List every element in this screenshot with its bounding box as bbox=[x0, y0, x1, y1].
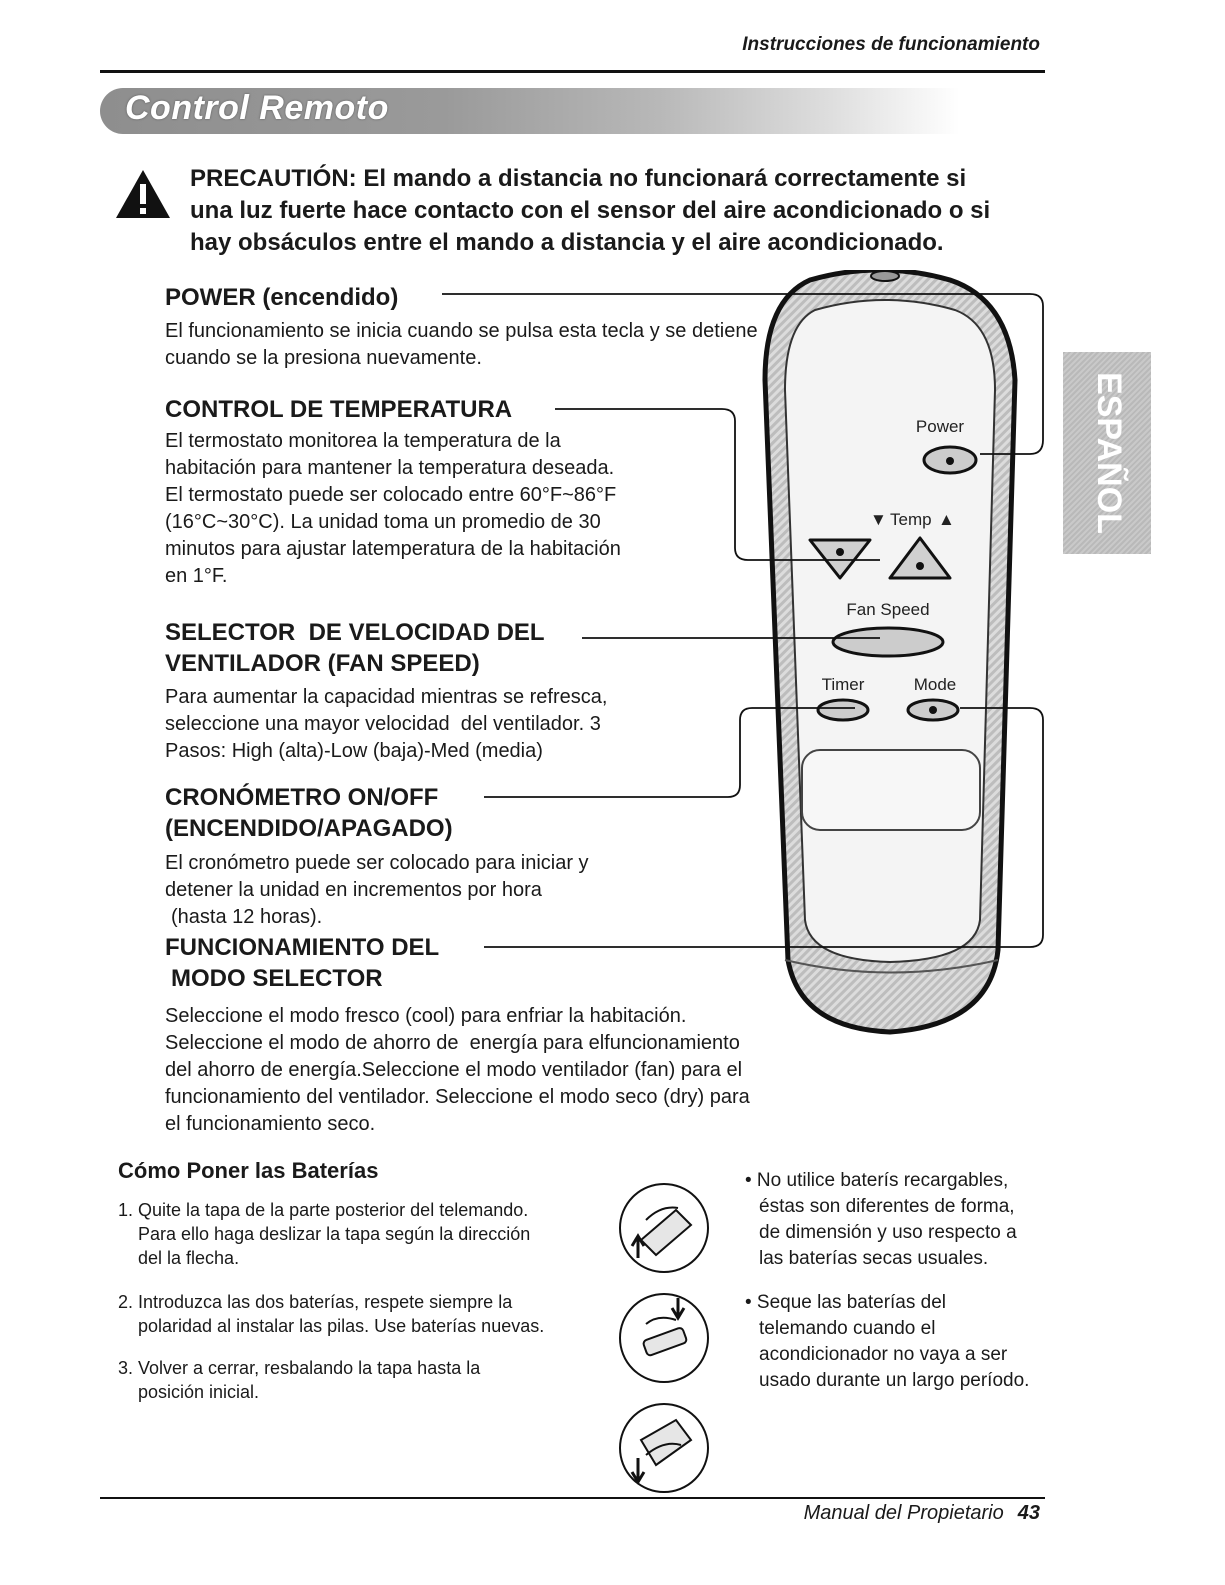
caution-line-3: hay obsáculos entre el mando a distancia y el aire acondicionado. bbox=[190, 229, 944, 256]
mode-title-line-2: MODO SELECTOR bbox=[171, 965, 383, 992]
banner-title: Control Remoto bbox=[125, 89, 389, 127]
battery-step-3-line-2: posición inicial. bbox=[138, 1382, 260, 1402]
remote-control-illustration bbox=[740, 270, 1060, 1050]
footer-manual-title: Manual del Propietario bbox=[803, 1502, 1004, 1524]
mode-body-line-4: funcionamiento del ventilador. Seleccione el modo seco (dry) para bbox=[165, 1086, 750, 1108]
battery-note-1-line-3: de dimensión y uso respecto a bbox=[759, 1222, 1017, 1243]
power-body bbox=[165, 318, 758, 372]
timer-title-line-2: (ENCENDIDO/APAGADO) bbox=[165, 815, 453, 842]
footer bbox=[700, 1502, 1040, 1525]
temperature-body-line-6: en 1°F. bbox=[165, 565, 228, 587]
battery-step-3 bbox=[118, 1356, 480, 1404]
temperature-body-line-3: El termostato puede ser colocado entre 60°F~86°F bbox=[165, 484, 617, 506]
battery-step-1 bbox=[118, 1198, 530, 1270]
battery-step-2-line-2: polaridad al instalar las pilas. Use baterías nuevas. bbox=[138, 1316, 545, 1336]
mode-body-line-1: Seleccione el modo fresco (cool) para enfriar la habitación. bbox=[165, 1005, 687, 1027]
timer-label: Timer bbox=[821, 675, 865, 694]
battery-note-1-line-1: • No utilice baterís recargables, bbox=[745, 1170, 1009, 1191]
mode-label: Mode bbox=[913, 675, 957, 694]
fan-speed-title-line-1: SELECTOR DE VELOCIDAD DEL bbox=[165, 619, 545, 646]
battery-note-2-line-2: telemando cuando el bbox=[759, 1318, 936, 1339]
power-button[interactable] bbox=[924, 447, 976, 473]
power-button-label: Power bbox=[915, 417, 965, 436]
battery-note-2-line-4: usado durante un largo período. bbox=[759, 1370, 1030, 1391]
page-number: 43 bbox=[1017, 1502, 1040, 1524]
battery-step-1-line-3: del la flecha. bbox=[138, 1248, 240, 1268]
temperature-title: CONTROL DE TEMPERATURA bbox=[165, 396, 513, 423]
temperature-body bbox=[165, 428, 621, 590]
language-side-tab-label bbox=[1063, 352, 1151, 554]
temp-label: Temp bbox=[890, 510, 932, 529]
insert-batteries-icon bbox=[616, 1290, 712, 1386]
battery-note-1-line-2: éstas son diferentes de forma, bbox=[759, 1196, 1015, 1217]
mode-body-line-3: del ahorro de energía.Seleccione el modo ventilador (fan) para el bbox=[165, 1059, 743, 1081]
close-cover-icon bbox=[616, 1400, 712, 1496]
mode-button[interactable] bbox=[908, 700, 958, 720]
battery-step-1-line-2: Para ello haga deslizar la tapa según la dirección bbox=[138, 1224, 531, 1244]
power-body-line-1: El funcionamiento se inicia cuando se pulsa esta tecla y se detiene bbox=[165, 320, 758, 342]
battery-note-2-line-1: • Seque las baterías del bbox=[745, 1292, 947, 1313]
mode-body bbox=[165, 1003, 750, 1138]
temperature-body-line-5: minutos para ajustar latemperatura de la habitación bbox=[165, 538, 621, 560]
temp-up-arrow-icon: ▲ bbox=[938, 510, 955, 529]
fan-speed-label: Fan Speed bbox=[846, 600, 930, 619]
timer-body-line-2: detener la unidad en incrementos por hora bbox=[165, 879, 542, 901]
battery-step-2 bbox=[118, 1290, 544, 1338]
timer-body-line-3: (hasta 12 horas). bbox=[171, 906, 323, 928]
temperature-body-line-1: El termostato monitorea la temperatura de la bbox=[165, 430, 561, 452]
battery-step-3-line-1: 3. Volver a cerrar, resbalando la tapa hasta la bbox=[118, 1358, 481, 1378]
warning-icon bbox=[114, 168, 172, 220]
temperature-body-line-4: (16°C~30°C). La unidad toma un promedio de 30 bbox=[165, 511, 601, 533]
battery-note-2-line-3: acondicionador no vaya a ser bbox=[759, 1344, 1008, 1365]
power-title: POWER (encendido) bbox=[165, 284, 399, 311]
fan-speed-body-line-3: Pasos: High (alta)-Low (baja)-Med (media) bbox=[165, 740, 543, 762]
caution-line-1: PRECAUTIÓN: El mando a distancia no funcionará correctamente si bbox=[190, 165, 967, 192]
timer-button[interactable] bbox=[818, 700, 868, 720]
mode-body-line-2: Seleccione el modo de ahorro de energía para elfuncionamiento bbox=[165, 1032, 740, 1054]
timer-title bbox=[165, 782, 453, 844]
remove-cover-icon bbox=[616, 1180, 712, 1276]
timer-body bbox=[165, 850, 589, 931]
side-tab-text: ESPAÑOL bbox=[1090, 372, 1129, 534]
battery-step-1-line-1: 1. Quite la tapa de la parte posterior del telemando. bbox=[118, 1200, 529, 1220]
fan-speed-button[interactable] bbox=[833, 628, 943, 656]
fan-speed-title bbox=[165, 617, 545, 679]
fan-speed-body-line-2: seleccione una mayor velocidad del ventilador. 3 bbox=[165, 713, 601, 735]
mode-title-line-1: FUNCIONAMIENTO DEL bbox=[165, 934, 440, 961]
temp-down-arrow-icon: ▼ bbox=[870, 510, 887, 529]
battery-note-1-line-4: las baterías secas usuales. bbox=[759, 1248, 989, 1269]
batteries-title: Cómo Poner las Baterías bbox=[118, 1158, 379, 1183]
caution-text bbox=[190, 163, 1070, 259]
header-rule bbox=[100, 70, 1045, 73]
caution-line-2: una luz fuerte hace contacto con el sensor del aire acondicionado o si bbox=[190, 197, 991, 224]
footer-rule bbox=[100, 1497, 1045, 1499]
battery-note-1 bbox=[745, 1168, 1017, 1272]
battery-note-2 bbox=[745, 1290, 1029, 1394]
fan-speed-body bbox=[165, 684, 607, 765]
timer-body-line-1: El cronómetro puede ser colocado para iniciar y bbox=[165, 852, 589, 874]
timer-title-line-1: CRONÓMETRO ON/OFF bbox=[165, 784, 439, 811]
temperature-body-line-2: habitación para mantener la temperatura deseada. bbox=[165, 457, 615, 479]
battery-step-2-line-1: 2. Introduzca las dos baterías, respete siempre la bbox=[118, 1292, 513, 1312]
fan-speed-title-line-2: VENTILADOR (FAN SPEED) bbox=[165, 650, 480, 677]
mode-body-line-5: el funcionamiento seco. bbox=[165, 1113, 376, 1135]
fan-speed-body-line-1: Para aumentar la capacidad mientras se refresca, bbox=[165, 686, 608, 708]
running-header: Instrucciones de funcionamiento bbox=[742, 34, 1040, 55]
power-body-line-2: cuando se la presiona nuevamente. bbox=[165, 347, 482, 369]
mode-title bbox=[165, 932, 439, 994]
